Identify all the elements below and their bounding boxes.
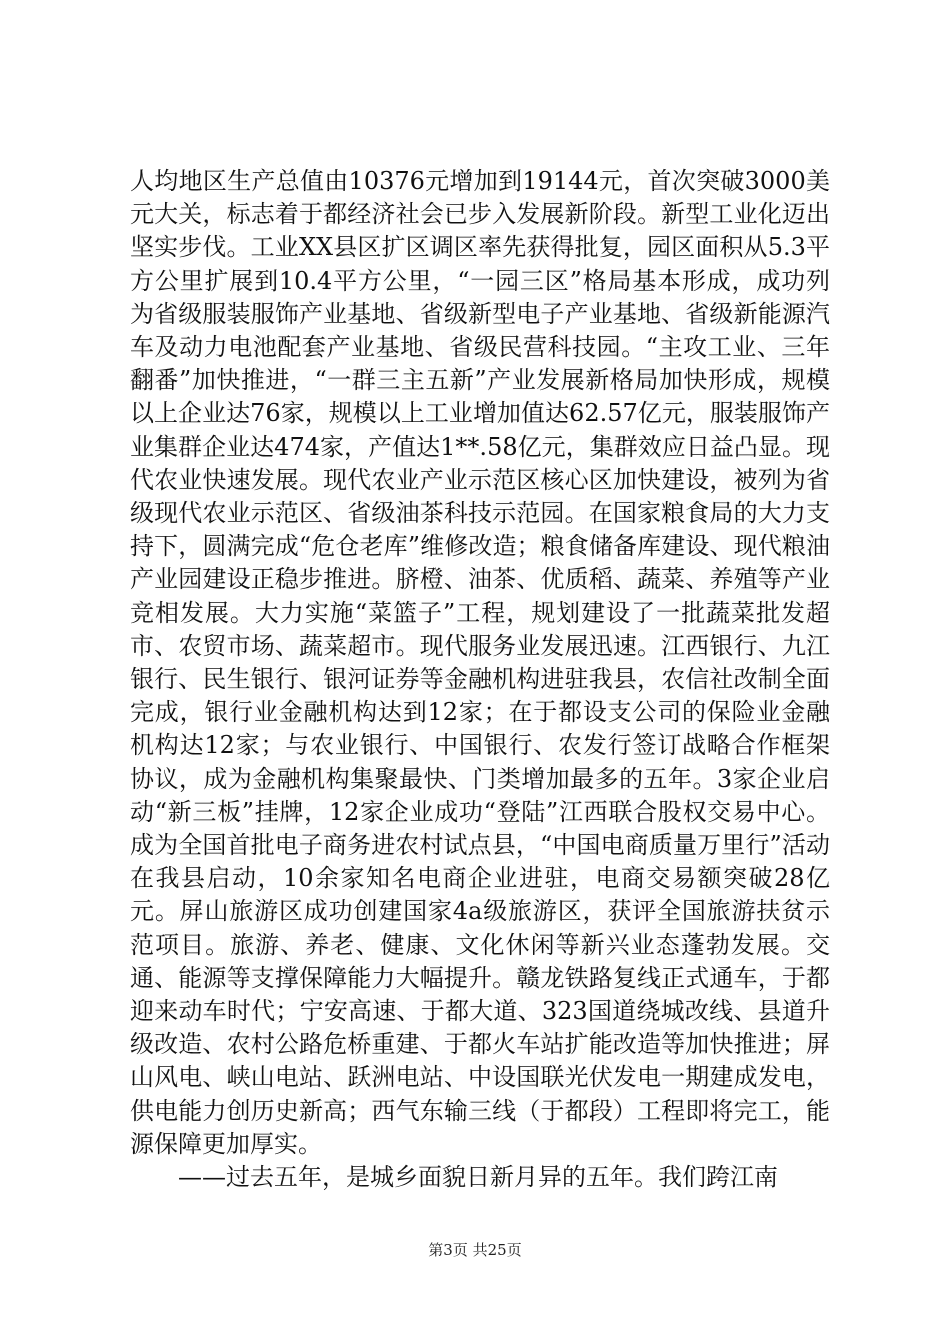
body-paragraph-2: ——过去五年，是城乡面貌日新月异的五年。我们跨江南 [178, 1163, 778, 1192]
body-paragraph-1: 人均地区生产总值由10376元增加到19144元，首次突破3000美元大关，标志着于都经济社会已步入发展新阶段。新型工业化迈出坚实步伐。工业XX县区扩区调区率先获得批复，园区面积从5.3平方公里扩展到10.4平方公里，“一园三区”格局基本形成，成功列为省级服装服饰产业基地、省级新型电子产业基地、省级新能源汽车及动力电池配套产业基地、省级民营科技园。“主攻工业、三年翻番”加快推进，“一群三主五新”产业发展新格局加快形成，规模以上企业达76家，规模以上工业增加值达62.57亿元，服装服饰产业集群企业达474家，产值达1**.58亿元，集群效应日益凸显。现代农业快速发展。现代农业产业示范区核心区加快建设，被列为省级现代农业示范区、省级油茶科技示范园。在国家粮食局的大力支持下，圆满完成“危仓老库”维修改造；粮食储备库建设、现代粮油产业园建设正稳步推进。脐橙、油茶、优质稻、蔬菜、养殖等产业竞相发展。大力实施“菜篮子”工程，规划建设了一批蔬菜批发超市、农贸市场、蔬菜超市。现代服务业发展迅速。江西银行、九江银行、民生银行、银河证券等金融机构进驻我县，农信社改制全面完成，银行业金融机构达到12家；在于都设支公司的保险业金融机构达12家；与农业银行、中国银行、农发行签订战略合作框架协议，成为金融机构集聚最快、门类增加最多的五年。3家企业启动“新三板”挂牌，12家企业成功“登陆”江西联合股权交易中心。成为全国首批电子商务进农村试点县，“中国电商质量万里行”活动在我县启动，10余家知名电商企业进驻，电商交易额突破28亿元。屏山旅游区成功创建国家4a级旅游区，获评全国旅游扶贫示范项目。旅游、养老、健康、文化休闲等新兴业态蓬勃发展。交通、能源等支撑保障能力大幅提升。赣龙铁路复线正式通车，于都迎来动车时代；宁安高速、于都大道、323国道绕城改线、县道升级改造、农村公路危桥重建、于都火车站扩能改造等加快推进；屏山风电、峡山电站、跃洲电站、中设国联光伏发电一期建成发电，供电能力创历史新高；西气东输三线（于都段）工程即将完工，能源保障更加厚实。 [130, 167, 830, 1158]
document-body [130, 165, 830, 1194]
page-number-footer: 第3页 共25页 [428, 1241, 522, 1259]
